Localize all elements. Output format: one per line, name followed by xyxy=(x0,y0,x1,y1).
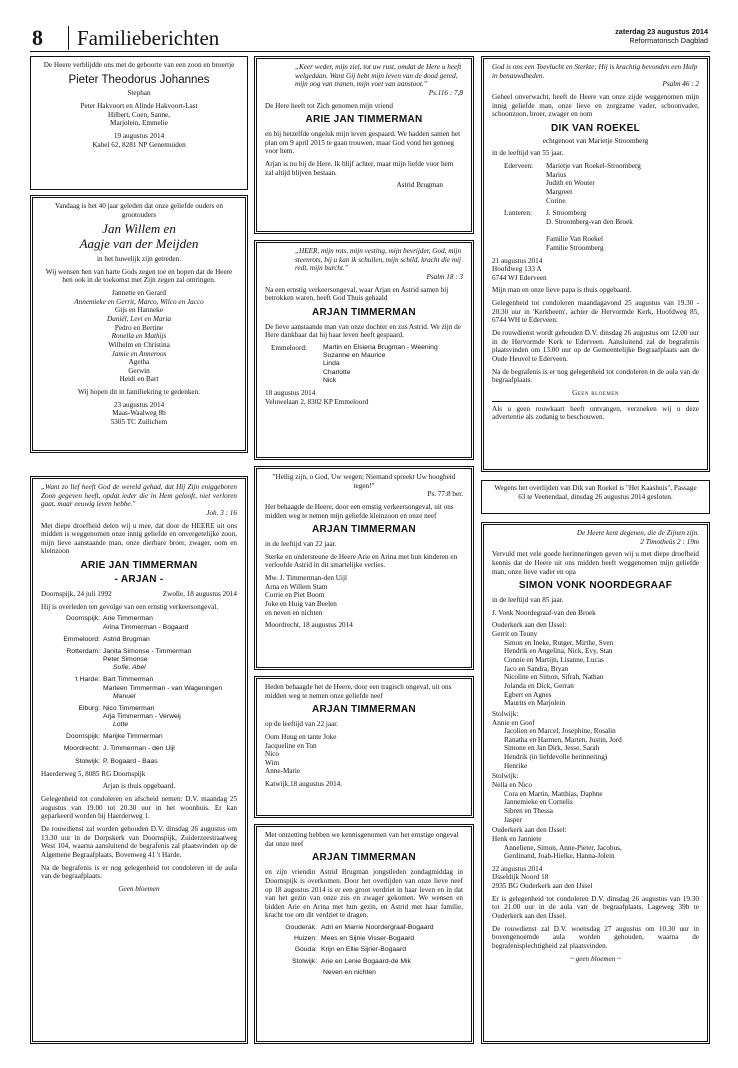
anniv-family xyxy=(41,289,237,384)
vonk-group-head: Ouderkerk aan den IJssel: xyxy=(492,621,567,630)
family-place: Lunteren: xyxy=(504,209,532,218)
anniv-name-line: Aagje van der Meijden xyxy=(79,236,199,252)
anniversary-announcement xyxy=(30,195,248,453)
family-place: Stolwijk: xyxy=(75,757,100,765)
family-line: Gerwin xyxy=(128,366,150,375)
family-line: Jannette en Gerard xyxy=(112,289,166,298)
obituary-katwijk xyxy=(254,676,474,818)
deceased-name: SIMON VONK NOORDEGRAAF xyxy=(518,580,673,592)
family-line: Nick xyxy=(323,376,337,384)
family-place: Emmeloord: xyxy=(63,635,100,643)
family-line: Sofie, Abel xyxy=(113,664,146,672)
deceased-name: ARIE JAN TIMMERMAN xyxy=(305,114,423,126)
family-line: Ranatha en Harmen, Marten, Justin, Jord xyxy=(504,735,622,744)
no-flowers: Geen bloemen xyxy=(118,884,160,893)
ps18-text2: De lieve aanstaande man van onze dochter en zus Astrid. We zijn de Here dankbaar dat hij haar leven heeft gespaard. xyxy=(265,322,461,340)
roekel-spouse: echtgenoot van Marietje Stroomberg xyxy=(542,136,649,145)
ps18-ref: Psalm 18 : 3 xyxy=(426,272,463,281)
ps77-place-date: Moordrecht, 18 augustus 2014 xyxy=(265,621,353,630)
roekel-home: Mijn man en onze lieve papa is thuis opgebaard. xyxy=(492,286,632,295)
family-line: Sibren en Thessa xyxy=(504,806,553,815)
family-line: Judith en Wouter xyxy=(546,179,595,188)
section-title: Familieberichten xyxy=(68,26,219,50)
family-place: Gouderak: xyxy=(285,924,317,932)
family-line: Henrike xyxy=(504,761,528,770)
vonk-funeral: De rouwdienst zal D.V. woensdag 27 augustus om 10.30 uur in bovengenoemde aula worden gehouden, waarna de begrafenisplechtigheid zal plaatsvinden. xyxy=(492,924,699,950)
family-line: Jaco en Sandra, Bryan xyxy=(504,664,569,673)
family-line: Bart Timmerman xyxy=(103,676,154,684)
no-flowers: Geen bloemen xyxy=(572,388,619,397)
no-flowers: ~ geen bloemen ~ xyxy=(569,954,622,963)
family-line: Arja Timmerman - Verweij xyxy=(103,712,181,720)
family-line: Gijs en Hanneke xyxy=(115,306,163,315)
family-group xyxy=(265,924,463,932)
roekel-family1 xyxy=(492,162,699,205)
ps18-family xyxy=(265,344,463,385)
deceased-name: ARIE JAN TIMMERMAN xyxy=(80,560,198,572)
family-line: Anneliene, Simon, Anne-Pieter, Jacobus, xyxy=(504,843,622,852)
family-group xyxy=(265,935,463,943)
family-line: Jannemieke en Cornelis xyxy=(504,798,573,807)
deceased-name: ARJAN TIMMERMAN xyxy=(312,524,416,536)
birth-death-line xyxy=(41,590,237,599)
ps116-text2: Arjan is nu bij de Here. Ik blijf achter, maar mijn liefde voor hem zal altijd blijven bestaan. xyxy=(265,160,454,177)
family-group xyxy=(41,733,237,741)
birth-announcement xyxy=(30,56,248,190)
anniv-address: 5305 TC Zuilichem xyxy=(110,418,168,427)
family-line: Marietje van Roekel-Stroomberg xyxy=(546,162,641,171)
birth-siblings: Hilbert, Coen, Sanne, xyxy=(107,110,171,119)
family-line: Arie Timmerman xyxy=(103,615,153,623)
obituary-brugman xyxy=(254,240,474,460)
family-line: Simon en Ineke, Rutger, Mirthe, Sven xyxy=(504,638,614,647)
family-line: Wilhelm en Christina xyxy=(108,340,170,349)
family-line: Agetha xyxy=(128,358,150,367)
family-line: Jamie en Anneroos xyxy=(111,349,167,358)
family-line: Marleen Timmerman - van Wageningen xyxy=(103,684,223,692)
vonk-group-head: Stolwijk: xyxy=(492,709,519,718)
family-line: Hendrik (in liefdevolle herinnering) xyxy=(504,753,608,762)
family-line: Jasper xyxy=(504,815,522,824)
notice-kaashuis xyxy=(481,480,710,514)
roekel-after: Na de begrafenis is er nog gelegenheid tot condoleren in de aula van de begraafplaats. xyxy=(492,367,699,385)
anniv-couple xyxy=(41,222,237,252)
family-line: Connie en Martijn, Lisanne, Lucas xyxy=(504,656,604,665)
family-line: Martin en Elsiena Brugman - Weening xyxy=(323,344,438,352)
family-line: Nico Timmerman xyxy=(103,704,155,712)
family-place: 't Harde: xyxy=(74,676,100,684)
ps77-text: Het behaagde de Heere, door een ernstig verkeersongeval, uit ons midden weg te nemen mijn geliefde kleinzoon en onze neef xyxy=(265,502,454,520)
ps18-address: Veluwelaan 2, 8302 KP Emmeloord xyxy=(265,397,369,406)
roekel-address: Hoofdweg 133 A xyxy=(492,265,542,274)
family-line: Linda xyxy=(323,360,340,368)
birth-callname: Stephan xyxy=(127,89,151,98)
family-line: Krijn en Ellie Sijrier-Bogaard xyxy=(321,946,406,954)
family-line: Egbert en Agnes xyxy=(504,690,552,699)
birth-address: Kabel 62, 8281 NP Genemuiden xyxy=(92,140,186,149)
family-line: J. Stroomberg xyxy=(546,209,587,218)
anniv-married: in het huwelijk zijn getreden. xyxy=(96,255,182,264)
family-line: P. Bogaard - Baas xyxy=(103,757,158,765)
family-line: Adri en Marrie Noordergraaf-Bogaard xyxy=(321,924,434,932)
family-line: Mw. J. Timmerman-den Uijl xyxy=(265,574,347,583)
family-line: Nella en Nico xyxy=(492,781,532,790)
home-address: Haerderweg 5, 8085 RG Doornspijk xyxy=(41,769,146,778)
family-place: Elburg: xyxy=(78,704,100,712)
family-line: Corrie en Piet Boom xyxy=(265,591,325,600)
family-place: Rotterdam: xyxy=(66,647,100,655)
vonk-group xyxy=(492,835,699,861)
divider xyxy=(492,401,699,402)
ps18-verse: „HEER, mijn rots, mijn vesting, mijn bevrijder, God, mijn steenrots, bij u kan ik schuilen, mijn schild, kracht die mij redt, mijn burcht." xyxy=(295,247,462,273)
family-lines xyxy=(103,648,191,672)
family-group xyxy=(41,758,237,766)
ps77-ref: Ps. 77:8 ber. xyxy=(427,490,463,499)
family-group xyxy=(41,705,237,729)
family-group xyxy=(265,958,463,966)
family-lines xyxy=(546,209,633,252)
roekel-cards: Als u geen rouwkaart heeft ontvangen, verzoeken wij u deze advertentie als zodanig te beschouwen. xyxy=(492,404,699,422)
roekel-family2 xyxy=(492,209,699,252)
family-line: D. Stroomberg-van den Broek xyxy=(546,217,633,226)
deceased-callname: - ARJAN - xyxy=(114,574,164,586)
katwijk-place-date: Katwijk,18 augustus 2014. xyxy=(265,780,343,789)
after-funeral-text: Na de begrafenis is er nog gelegenheid tot condoleren in de aula van de begraafplaats. xyxy=(41,863,237,881)
family-line: Arina Timmerman - Bogaard xyxy=(103,623,189,631)
family-line: Peter Simonse xyxy=(103,656,148,664)
katwijk-text: Heden behaagde het de Heere, door een tragisch ongeval, uit ons midden weg te nemen onze geliefde neef xyxy=(265,683,452,700)
died-line: Zwolle, 18 augustus 2014 xyxy=(162,590,237,599)
roekel-date: 21 augustus 2014 xyxy=(492,256,543,265)
vonk-widow: J. Vonk Noordegraaf-van den Broek xyxy=(492,608,596,617)
condolence-text: Gelegenheid tot condoleren en afscheid nemen: D.V. maandag 25 augustus van 19.00 tot 20.30 uur in het woonhuis. Er kan geparkeerd worden bij Haerderweg 1. xyxy=(41,795,237,821)
anniv-intro: Vandaag is het 40 jaar geleden dat onze geliefde ouders en grootouders xyxy=(54,202,224,219)
family-line: Mees en Sijnie Visser-Bogaard xyxy=(321,935,415,943)
family-place: Doornspijk: xyxy=(66,615,100,623)
family-line: Annemieke en Gerrit, Marco, Wilco en Jacco xyxy=(74,297,204,306)
anniv-date: 23 augustus 2014 xyxy=(113,400,165,409)
family-place: Huizen: xyxy=(293,935,317,943)
john-verse: „Want zo lief heeft God de wereld gehad, dat Hij Zijn eniggeboren Zoon gegeven heeft, opdat ieder die in Hem gelooft, niet verloren gaat, maar eeuwig leven hebbe." xyxy=(41,483,237,509)
kaashuis-text: Wegens het overlijden van Dik van Roekel is "Het Kaashuis", Passage 63 te Veenendaal, dinsdag 26 augustus 2014 gesloten. xyxy=(494,484,697,501)
gouderak-family xyxy=(265,924,463,966)
obituary-arie-jan-family xyxy=(30,476,248,1044)
deceased-name: ARJAN TIMMERMAN xyxy=(312,704,416,716)
family-line: Wim xyxy=(265,758,280,767)
family-lines xyxy=(103,758,158,766)
vonk-address: IJsseldijk Noord 18 xyxy=(492,873,549,882)
family-line: Lotte xyxy=(113,721,129,729)
vonk-condolence: Er is gelegenheid tot condoleren D.V. dinsdag 26 augustus van 19.30 tot 21.00 uur in de aula van de begraafplaats, Lageweg 39b te Ouderkerk aan den IJssel. xyxy=(492,894,699,920)
obituary-van-roekel xyxy=(481,56,710,472)
family-line: Astrid Brugman xyxy=(103,635,150,643)
vonk-verse: De Heere kent degenen, die de Zijnen zijn. xyxy=(576,529,699,537)
vonk-address: 2935 BG Ouderkerk aan den IJssel xyxy=(492,882,593,891)
vonk-group xyxy=(492,719,699,771)
family-line: Pedro en Bertine xyxy=(114,323,164,332)
ps116-verse: „Keer weder, mijn ziel, tot uw rust, omdat de Here u heeft welgedaan. Want Gij hebt mijn leven van de dood gered, mijn oog van tranen, mijn voet van aanstoot." xyxy=(295,63,462,89)
family-line: Henk en Janniete xyxy=(492,834,542,843)
family-line: Manuel xyxy=(113,692,136,700)
deceased-name: ARJAN TIMMERMAN xyxy=(312,852,416,864)
birth-parents: Peter Hakvoort en Alinde Hakvoort-Last xyxy=(80,102,198,111)
family-line: Nico xyxy=(265,750,279,759)
vonk-date: 22 augustus 2014 xyxy=(492,864,543,873)
family-group xyxy=(41,648,237,672)
family-lines xyxy=(103,615,188,631)
roekel-age: in de leeftijd van 55 jaar. xyxy=(492,149,564,158)
roekel-funeral: De rouwdienst wordt gehouden D.V. dinsdag 26 augustus om 12.00 uur in de Hervormde Kerk te Ederveen. Aansluitend zal de begrafenis plaatsvinden om 13.00 uur op de Gemeentelijke Begraafplaats aan de Oude Heuvel te Ederveen. xyxy=(492,329,699,363)
gouderak-text: Met ontzetting hebben we kennisgenomen van het ernstige ongeval dat onze neef xyxy=(265,831,459,848)
family-lines xyxy=(546,162,641,205)
family-place: Gouda: xyxy=(294,946,317,954)
john-text: Met diepe droefheid delen wij u mee, dat door de HEERE uit ons midden is weggenomen onze innig geliefde en onvergetelijke zoon, mijn lieve aanstaande man, onze dierbare broer, zwager, oom en kleinzoon xyxy=(41,521,237,556)
family-lines xyxy=(103,745,175,753)
ps77-age: in de leeftijd van 22 jaar. xyxy=(265,540,337,549)
ps116-text: en bij hetzelfde ongeluk mijn leven gespaard. We hadden samen het plan om 9 april 2015 te gaan trouwen, maar God vond het genoeg voor hem. xyxy=(265,130,461,156)
dateline xyxy=(615,28,708,46)
anniv-address: Maas-Waalweg 8b xyxy=(112,409,166,418)
john-ref: Joh. 3 : 16 xyxy=(206,508,237,517)
family-line: Heidi en Bart xyxy=(119,375,159,384)
family-line: Jacolien en Marcel, Josephine, Rosalin xyxy=(504,727,616,736)
deceased-name: DIK VAN ROEKEL xyxy=(550,122,641,134)
family-line: Gerdinand, Joab-Hielke, Hanna-Jolein xyxy=(504,852,615,861)
family-line: Charlotte xyxy=(323,368,351,376)
family-line: Ronella en Mathijs xyxy=(111,332,167,341)
funeral-text: De rouwdienst zal worden gehouden D.V. dinsdag 26 augustus om 13.30 uur in de Dorpskerk van Doornspijk, Zuiderzeestraatweg West 104, waarna aansluitend de begrafenis zal plaatsvinden op de Algemene Begraafplaats, Bovenweg 41 't Harde. xyxy=(41,824,237,859)
family-line: Gerrit en Teuny xyxy=(492,630,538,639)
family-line: Hendrik en Angelina, Nick, Evy, Stan xyxy=(504,647,613,656)
gouderak-text2: en zijn vriendin Astrid Brugman jongstleden zondagmiddag in Doornspijk is overkomen. Door het overlijden van onze lieve neef op 18 augustus 2014 is er een groot verdriet in haar leven en in dat van het gezin van onze zus en zwager gekomen. We wensen en bidden Arie en Arina met hun gezin, en Astrid met haar familie, kracht toe om dit verdriet te dragen. xyxy=(265,868,463,920)
family-place: Doornspijk: xyxy=(66,733,100,741)
family-place: Emmeloord: xyxy=(271,344,307,353)
family-line: Arna en Willem Stam xyxy=(265,582,328,591)
family-line: Marijke Timmerman xyxy=(103,733,163,741)
katwijk-family xyxy=(265,733,463,776)
family-lines xyxy=(323,344,438,385)
roekel-text: Geheel onverwacht, heeft de Heere van onze zijde weggenomen mijn innig geliefde man, onze lieve en zorgzame vader, schoonvader, schoonzoon, broer, zwager en oom xyxy=(492,92,699,119)
obituary-gouderak xyxy=(254,824,474,1044)
family-line: Jolanda en Dick, Gerran xyxy=(504,681,574,690)
family-line xyxy=(546,227,633,236)
gouderak-nephews: Neven en nichten xyxy=(323,968,376,976)
family-group xyxy=(41,615,237,631)
family-line: Corine xyxy=(546,196,566,205)
vonk-group-head: Stolwijk: xyxy=(492,772,519,781)
ps116-ref: Ps.116 : 7,8 xyxy=(428,88,463,97)
roekel-condolence: Gelegenheid tot condoleren maandagavond 25 augustus van 19.30 - 20.30 uur in 'Kerkheem', achter de Hervormde Kerk, Hoofdweg 85, 6744 WH te Ederveen. xyxy=(492,299,699,325)
family-line: J. Timmerman - den Uijl xyxy=(103,745,175,753)
roekel-verse: God is ons een Toevlucht en Sterkte; Hij is krachtig bevonden een Hulp in benauwdheden. xyxy=(492,63,698,80)
birth-intro: De Heere verblijdde ons met de geboorte van een zoon en broertje xyxy=(43,61,235,69)
ps18-text: Na een ernstig verkeersongeval, waar Arjan en Astrid samen bij betrokken waren, heeft God Thuis gehaald xyxy=(265,285,449,303)
family-line: Marius xyxy=(546,170,567,179)
family-list xyxy=(41,615,237,765)
ps77-verse: "Heilig zijn, o God, Uw wegen; Niemand spreekt Uw hoogheid tegen!" xyxy=(272,473,456,490)
family-group xyxy=(41,676,237,700)
ps77-text2: Sterke en ondersteune de Heere Arie en Arina met hun kinderen en verloofde Astrid in dit smartelijke verlies. xyxy=(265,552,458,570)
family-line: Oom Huug en tante Joke xyxy=(265,732,337,741)
ps77-family xyxy=(265,574,463,617)
issue-date: zaterdag 23 augustus 2014 xyxy=(615,27,708,36)
family-line: Daniël, Levi en Maria xyxy=(107,315,171,323)
family-line: Familie Stroomberg xyxy=(546,243,604,252)
family-lines xyxy=(103,733,163,741)
family-line: en neven en nichten xyxy=(265,608,323,617)
born-line: Doornspijk, 24 juli 1992 xyxy=(41,590,112,599)
accident-text: Hij is overleden ten gevolge van een ernstig verkeersongeval. xyxy=(41,602,219,611)
family-line: Joke en Huig van Beelen xyxy=(265,600,337,609)
family-line: Janita Simonse - Timmerman xyxy=(103,647,192,655)
publication-name: Reformatorisch Dagblad xyxy=(629,35,708,45)
page-number: 8 xyxy=(32,25,43,50)
family-line: Margreet xyxy=(546,188,573,197)
anniv-wish: Wij wensen hen van harte Gods zegen toe en hopen dat de Heere hen ook in de toekomst met Zijn zegen zal omringen. xyxy=(45,267,233,285)
vonk-age: in de leeftijd van 85 jaar. xyxy=(492,596,564,605)
family-line: Simone en Jan Dirk, Jesse, Sarah xyxy=(504,744,600,753)
family-line: Jacqueline en Ton xyxy=(265,741,317,750)
obituary-moordrecht xyxy=(254,466,474,670)
family-group xyxy=(41,636,237,644)
vonk-ref: 2 Timotheüs 2 : 19m xyxy=(640,537,699,546)
family-lines xyxy=(103,705,181,729)
birth-child-name: Pieter Theodorus Johannes xyxy=(68,73,210,86)
family-group xyxy=(41,745,237,753)
family-line: Nicoline en Simon, Sifrah, Nathan xyxy=(504,673,604,682)
roekel-address: 6744 WJ Ederveen xyxy=(492,273,547,282)
obituary-vonk-noordegraaf xyxy=(481,522,710,1044)
vonk-text: Vervuld met vele goede herinneringen geven wij u met diepe droefheid kennis dat de Heere uit ons midden heeft weggenomen mijn geliefde man, onze lieve vader en opa xyxy=(492,550,699,576)
birth-date: 19 augustus 2014 xyxy=(113,132,165,140)
vonk-group-head: Ouderkerk aan den IJssel: xyxy=(492,826,567,835)
obituary-astrid xyxy=(254,56,474,234)
family-line: Cora en Martin, Matthias, Daphne xyxy=(504,789,603,798)
anniv-hope: Wij hopen dit in familiekring te gedenken. xyxy=(77,388,201,397)
anniv-name-line: Jan Willem en xyxy=(102,221,176,237)
family-lines xyxy=(103,636,150,644)
family-group xyxy=(265,946,463,954)
ps116-signature: Astrid Brugman xyxy=(396,181,443,190)
ps116-intro: De Here heeft tot Zich genomen mijn vriend xyxy=(265,101,393,110)
family-place: Stolwijk: xyxy=(292,957,317,965)
roekel-ref: Psalm 46 : 2 xyxy=(662,80,699,89)
katwijk-age: op de leeftijd van 22 jaar. xyxy=(265,720,339,729)
birth-siblings: Marjolein, Emmelie xyxy=(110,119,168,128)
family-line: Arie en Lenie Bogaard-de Mik xyxy=(321,957,411,965)
page-header xyxy=(30,18,710,52)
family-line: Annie en Goof xyxy=(492,718,535,727)
vonk-group xyxy=(492,781,699,824)
family-place: Ederveen: xyxy=(504,162,534,171)
ps18-date: 18 augustus 2014 xyxy=(265,388,316,397)
family-line: Maurits en Marjolein xyxy=(504,699,566,708)
deceased-name: ARJAN TIMMERMAN xyxy=(312,306,416,318)
vonk-group xyxy=(492,630,699,708)
family-line: Anne-Marie xyxy=(265,767,301,776)
family-lines xyxy=(103,676,222,700)
laid-out-text: Arjan is thuis opgebaard. xyxy=(102,782,176,791)
family-line: Familie Van Roekel xyxy=(546,235,603,244)
family-place: Moordrecht: xyxy=(63,745,100,753)
family-line: Suzanne en Maurice xyxy=(323,352,386,360)
